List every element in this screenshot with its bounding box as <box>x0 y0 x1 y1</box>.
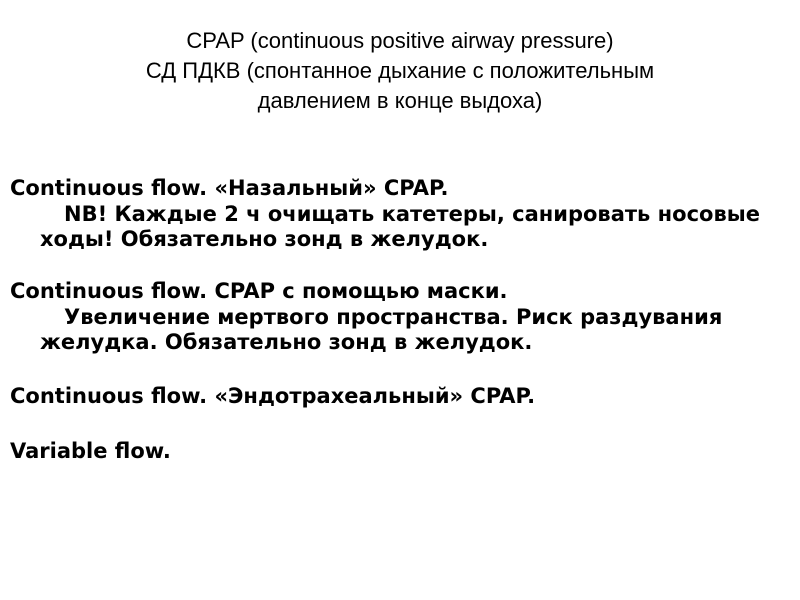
section-endotracheal-cpap <box>10 382 790 410</box>
section-heading: Continuous flow. «Назальный» CPAP. <box>10 176 449 200</box>
section-heading: Continuous flow. CPAP с помощью маски. <box>10 279 508 303</box>
section-nasal-cpap <box>10 174 790 252</box>
slide-title-line-1: CPAP (continuous positive airway pressure) <box>186 28 614 53</box>
slide-title-line-2: СД ПДКВ (спонтанное дыхание с положительным <box>145 58 655 83</box>
section-note: NB! Каждые 2 ч очищать катетеры, санировать носовые ходы! Обязательно зонд в желудок. <box>40 202 760 251</box>
section-heading: Continuous flow. «Эндотрахеальный» CPAP. <box>10 384 536 408</box>
section-note: Увеличение мертвого пространства. Риск раздувания желудка. Обязательно зонд в желудок. <box>40 305 723 354</box>
section-mask-cpap <box>10 277 790 355</box>
slide-title <box>0 26 800 116</box>
slide-body <box>10 174 790 465</box>
slide-title-line-3: давлением в конце выдоха) <box>257 88 543 113</box>
section-heading: Variable flow. <box>10 439 171 463</box>
section-variable-flow <box>10 437 790 465</box>
